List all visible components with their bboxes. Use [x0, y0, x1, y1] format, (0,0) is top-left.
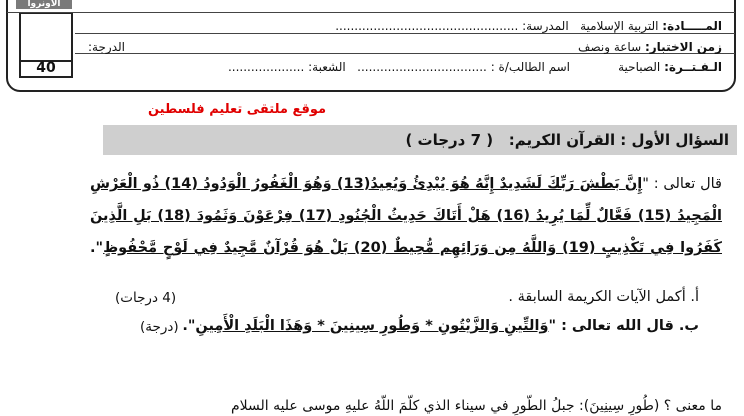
site-name: موقع ملتقى تعليم فلسطين [147, 102, 327, 117]
task-a-points: (4 درجات) [115, 290, 177, 306]
verse-text-1: إِنَّ بَطْشَ رَبِّكَ لَشَدِيدٌ إِنَّهُ هُوَ يُبْدِئُ وَيُعِيدُ(13) وَهُوَ الْغَفُورُ الْوَدُودُ (14) ذُو الْعَرْشِ [90, 176, 643, 192]
question-title: السؤال الأول : القرآن الكريم: [508, 131, 729, 149]
cut-off-line: ما معنى ؟ (طُورِ سِينِينَ): جبلُ الطّورِ في سيناء الذي كلّمَ اللّهُ عليهِ موسى عليه السلام [230, 398, 722, 414]
question-marks: ( 7 درجات ) [405, 131, 494, 149]
period-value: الصباحية [618, 60, 661, 74]
task-b [182, 318, 699, 334]
period-row [618, 60, 722, 74]
subject-row [335, 19, 722, 33]
divider [7, 12, 735, 13]
verse-line-3 [90, 240, 722, 256]
total-grade: 40 [19, 60, 73, 78]
student-row [228, 60, 570, 74]
verse-text-3: كَفَرُوا فِي تَكْذِيبٍ (19) وَاللَّهُ مِن وَرَائِهِم مُّحِيطٌ (20) بَلْ هُوَ قُرْآنٌ مَّجِيدٌ فِي لَوْحٍ مَّحْفُوظٍ [103, 240, 722, 256]
task-b-suffix: ". [182, 318, 196, 334]
student-dots: .................................. [357, 60, 487, 74]
verse-line-1 [90, 176, 722, 192]
verse-intro: قال تعالى : " [642, 176, 722, 192]
grade-label: الدرجة: [88, 40, 125, 54]
school-label: المدرسة: [522, 19, 569, 33]
grade-box [19, 12, 73, 62]
divider [75, 33, 735, 34]
unrwa-logo: الأونروا [16, 0, 72, 9]
task-b-verse: وَالتِّينِ وَالزَّيْتُونِ * وَطُورِ سِينِينَ * وَهَذَا الْبَلَدِ الْأَمِينِ [195, 318, 549, 334]
verse-line-2 [90, 208, 722, 224]
task-b-prefix: ب. قال الله تعالى : " [548, 318, 699, 334]
task-a: أ. أكمل الآيات الكريمة السابقة . [508, 289, 699, 305]
section-label: الشعبة: [308, 60, 346, 74]
question-title-bar [103, 125, 737, 155]
subject-value: التربية الإسلامية [580, 19, 659, 33]
task-b-points: (درجة) [140, 319, 179, 335]
section-dots: .................... [227, 60, 305, 74]
verse-closing: ". [90, 240, 104, 256]
duration-row [578, 40, 722, 54]
duration-value: ساعة ونصف [578, 40, 642, 54]
school-dots: ................................................ [335, 19, 519, 33]
subject-label: المـــــادة: [662, 19, 722, 33]
verse-text-2: الْمَجِيدُ (15) فَعَّالٌ لِّمَا يُرِيدُ (16) هَلْ أَتَاكَ حَدِيثُ الْجُنُودِ (17) فِرْعَوْنَ وَثَمُودَ (18) بَلِ الَّذِينَ [90, 208, 722, 224]
period-label: الـفـتــرة: [664, 60, 722, 74]
duration-label: زمن الاختبار: [644, 40, 722, 54]
student-label: اسم الطالب/ة : [490, 60, 570, 74]
